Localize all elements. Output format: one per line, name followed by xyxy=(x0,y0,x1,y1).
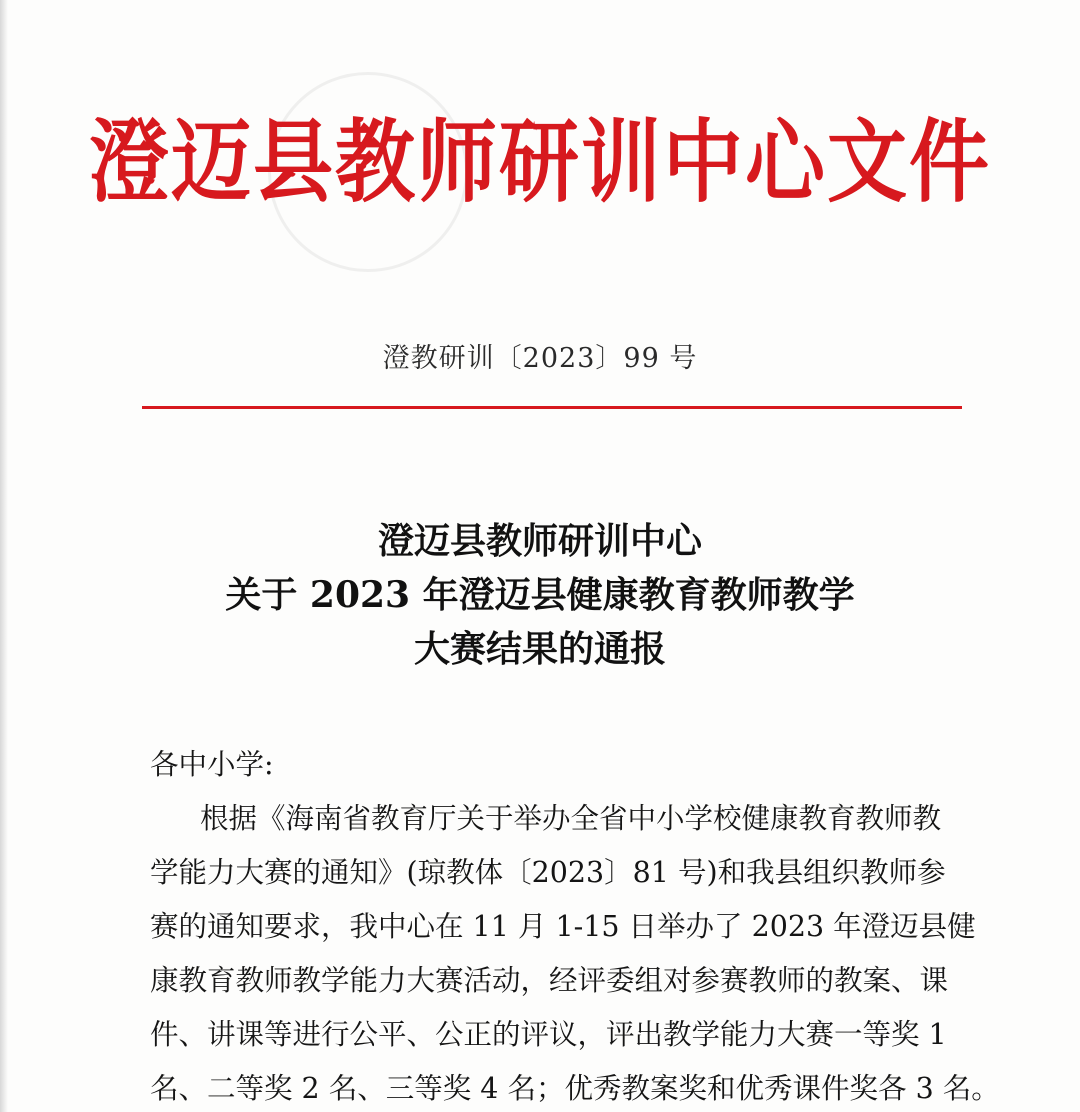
document-body xyxy=(150,738,1000,1112)
body-line-1: 根据《海南省教育厅关于举办全省中小学校健康教育教师教 xyxy=(200,802,942,835)
document-number: 澄教研训〔2023〕99 号 xyxy=(382,343,698,374)
red-divider-line xyxy=(142,406,962,409)
document-title xyxy=(0,514,1080,676)
salutation: 各中小学: xyxy=(150,748,274,781)
body-line-4: 康教育教师教学能力大赛活动，经评委组对参赛教师的教案、课 xyxy=(150,964,949,997)
document-masthead: 澄迈县教师研训中心文件 xyxy=(89,108,991,215)
title-line-1: 澄迈县教师研训中心 xyxy=(377,520,702,562)
title-line-3: 大赛结果的通报 xyxy=(413,628,666,670)
body-line-2: 学能力大赛的通知》(琼教体〔2023〕81 号)和我县组织教师参 xyxy=(150,856,946,889)
body-line-5: 件、讲课等进行公平、公正的评议，评出教学能力大赛一等奖 1 xyxy=(150,1018,947,1051)
body-line-6: 名、二等奖 2 名、三等奖 4 名；优秀教案奖和优秀课件奖各 3 名。 xyxy=(150,1072,1000,1105)
title-line-2: 关于 2023 年澄迈县健康教育教师教学 xyxy=(225,574,855,616)
body-line-3: 赛的通知要求，我中心在 11 月 1-15 日举办了 2023 年澄迈县健 xyxy=(150,910,976,943)
